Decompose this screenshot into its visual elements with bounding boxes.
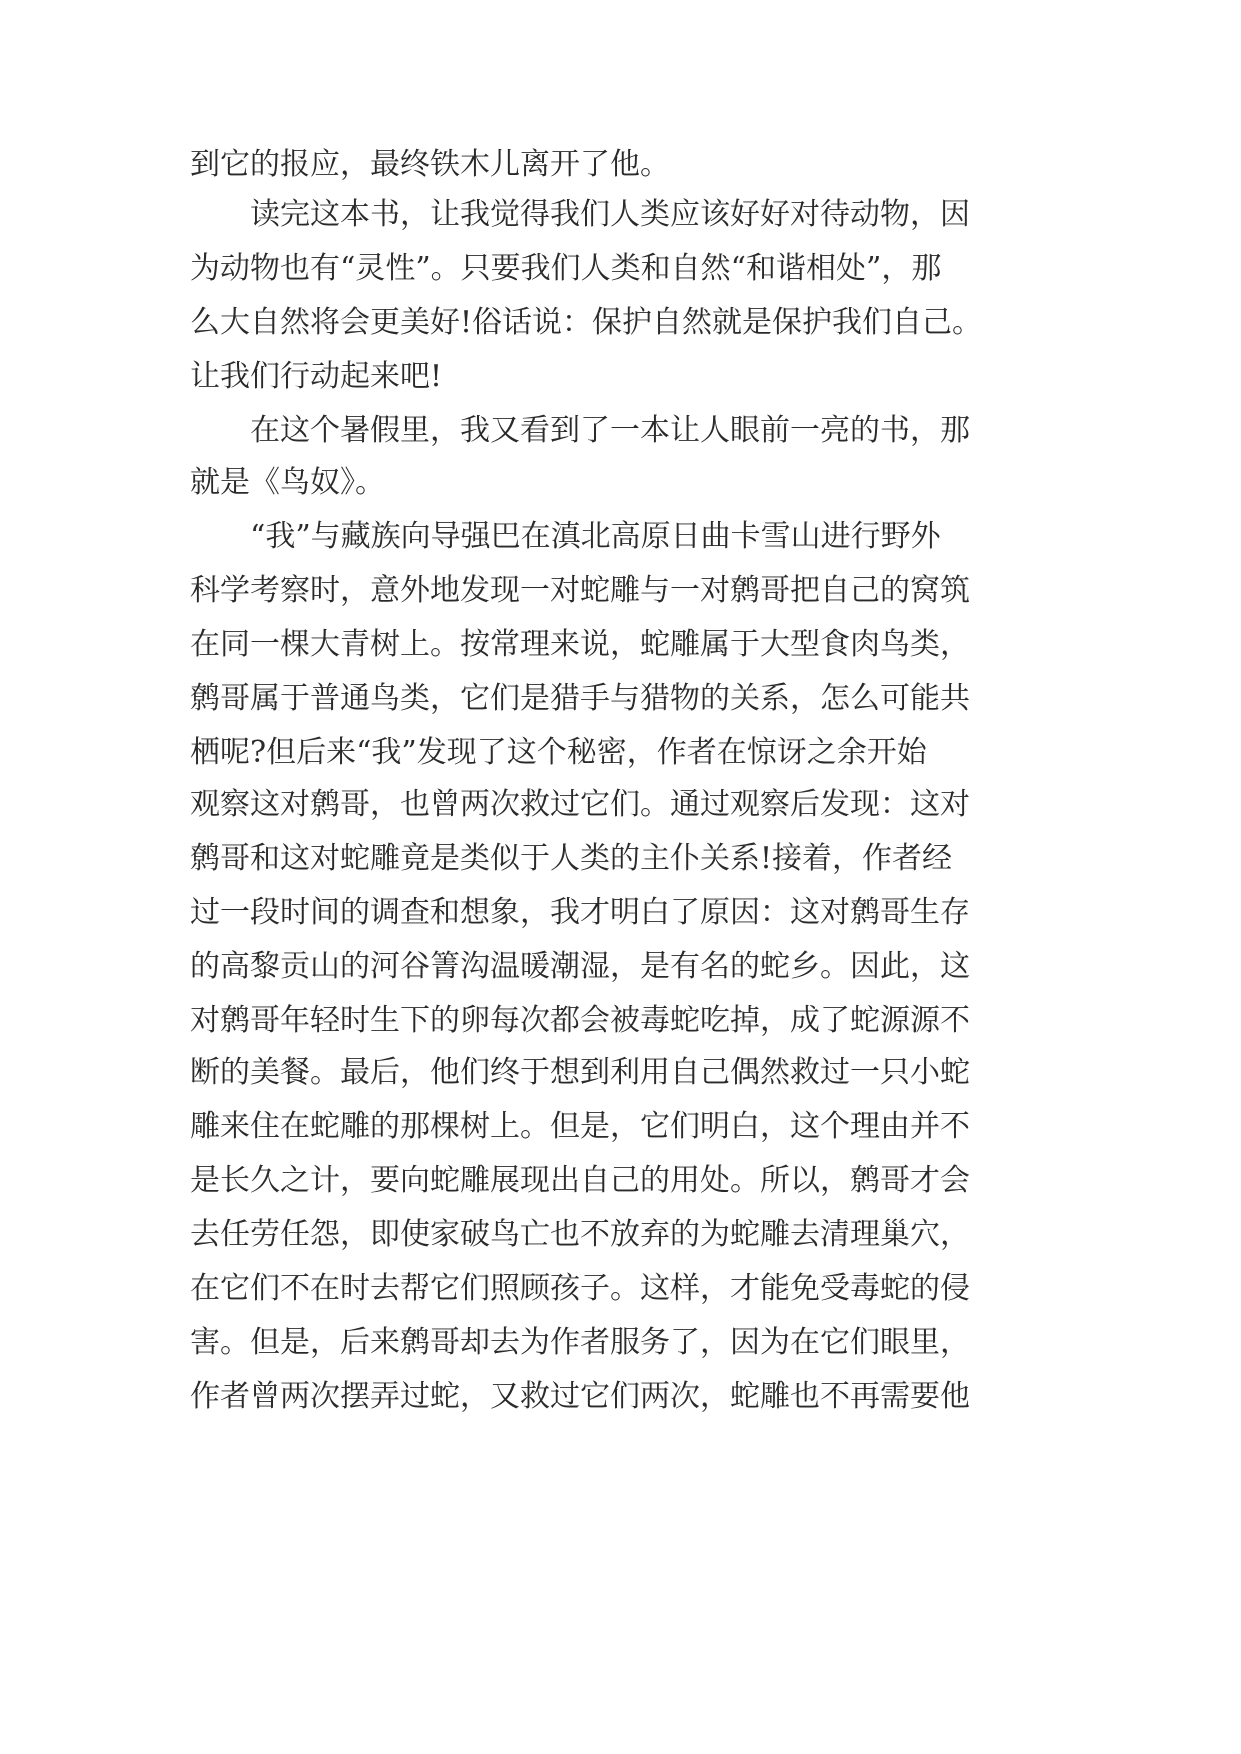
text-line: 去任劳任怨，即使家破鸟亡也不放弃的为蛇雕去清理巢穴， (190, 1217, 970, 1252)
text-line: 对鹩哥年轻时生下的卵每次都会被毒蛇吃掉，成了蛇源源不 (190, 1003, 970, 1038)
text-line: 雕来住在蛇雕的那棵树上。但是，它们明白，这个理由并不 (190, 1109, 970, 1144)
text-line: 鹩哥属于普通鸟类，它们是猎手与猎物的关系，怎么可能共 (190, 681, 970, 716)
text-line: 读完这本书，让我觉得我们人类应该好好对待动物，因 (190, 197, 970, 232)
text-line: 让我们行动起来吧! (190, 359, 443, 394)
text-line: “我”与藏族向导强巴在滇北高原日曲卡雪山进行野外 (190, 519, 941, 554)
text-line: 观察这对鹩哥，也曾两次救过它们。通过观察后发现：这对 (190, 787, 970, 822)
text-line: 害。但是，后来鹩哥却去为作者服务了，因为在它们眼里， (190, 1325, 970, 1360)
text-line: 在这个暑假里，我又看到了一本让人眼前一亮的书，那 (190, 413, 970, 448)
text-line: 过一段时间的调查和想象，我才明白了原因：这对鹩哥生存 (190, 895, 970, 930)
text-line: 在同一棵大青树上。按常理来说，蛇雕属于大型食肉鸟类， (190, 627, 970, 662)
text-line: 就是《鸟奴》。 (190, 465, 385, 500)
text-line: 的高黎贡山的河谷箐沟温暖潮湿，是有名的蛇乡。因此，这 (190, 949, 970, 984)
text-line: 作者曾两次摆弄过蛇，又救过它们两次，蛇雕也不再需要他 (190, 1379, 970, 1414)
text-line: 科学考察时，意外地发现一对蛇雕与一对鹩哥把自己的窝筑 (190, 573, 970, 608)
text-line: 在它们不在时去帮它们照顾孩子。这样，才能免受毒蛇的侵 (190, 1271, 970, 1306)
text-line: 鹩哥和这对蛇雕竟是类似于人类的主仆关系!接着，作者经 (190, 841, 953, 876)
text-line: 到它的报应，最终铁木儿离开了他。 (190, 147, 670, 182)
text-line: 为动物也有“灵性”。只要我们人类和自然“和谐相处”，那 (190, 251, 942, 286)
text-line: 断的美餐。最后，他们终于想到利用自己偶然救过一只小蛇 (190, 1055, 970, 1090)
text-line: 么大自然将会更美好!俗话说：保护自然就是保护我们自己。 (190, 305, 983, 340)
text-line: 栖呢?但后来“我”发现了这个秘密，作者在惊讶之余开始 (190, 735, 927, 770)
text-line: 是长久之计，要向蛇雕展现出自己的用处。所以，鹩哥才会 (190, 1163, 970, 1198)
